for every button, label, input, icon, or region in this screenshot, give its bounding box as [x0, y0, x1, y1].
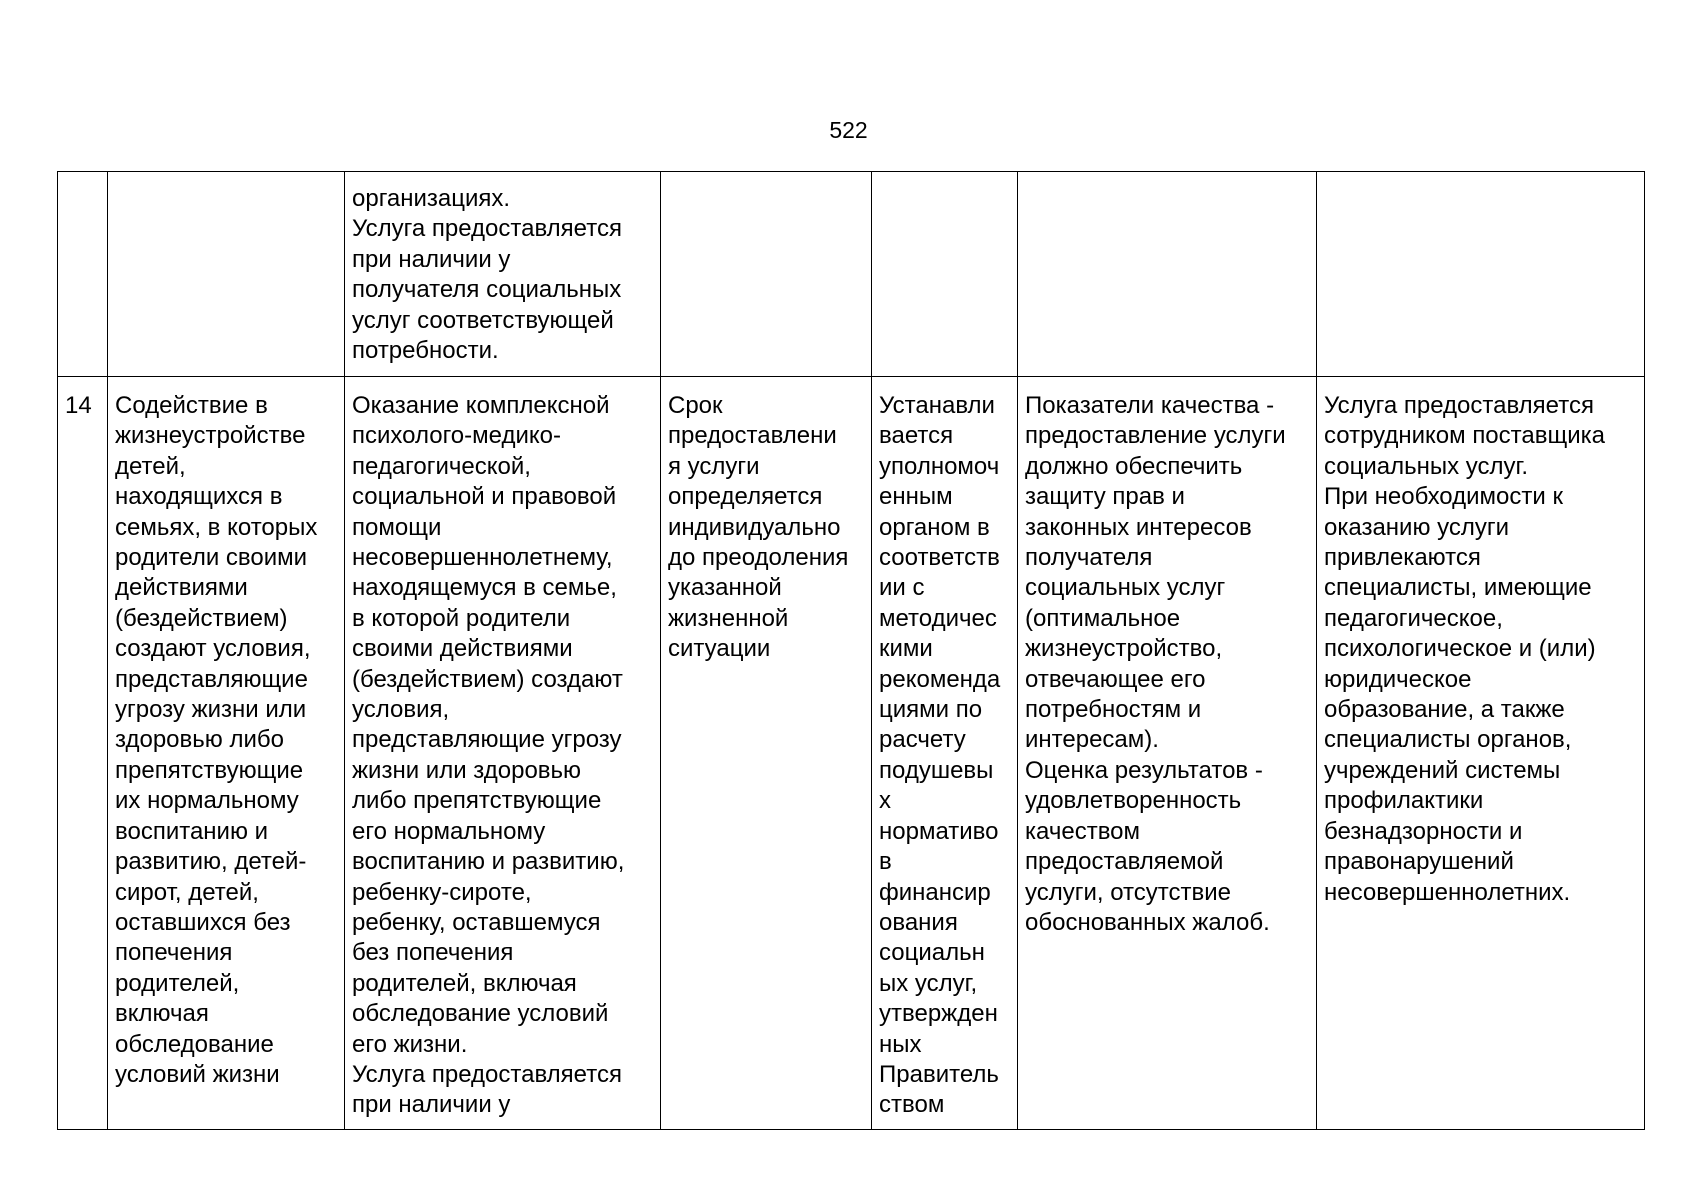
cell-quality-indicators: Показатели качества - предоставление услуги должно обеспечить защиту прав и законных интересов получателя социальных услуг (оптимальное жизнеустройство, отвечающее его потребностям и интересам). Оценка результатов - удовлетворенность качеством предоставляемой услуги, отсутствие обоснованных жалоб. [1018, 377, 1317, 1130]
services-table [57, 171, 1645, 1130]
cell-service-conditions [1317, 172, 1645, 377]
cell-service-conditions: Услуга предоставляется сотрудником поставщика социальных услуг. При необходимости к оказанию услуги привлекаются специалисты, имеющие педагогическое, психологическое и (или) юридическое образование, а также специалисты органов, учреждений системы профилактики безнадзорности и правонарушений несовершеннолетних. [1317, 377, 1645, 1130]
table-row [58, 377, 1645, 1130]
cell-service-term: Срок предоставлени я услуги определяется индивидуально до преодоления указанной жизненной ситуации [661, 377, 872, 1130]
cell-service-tariff [872, 172, 1018, 377]
cell-service-description: Оказание комплексной психолого-медико- педагогической, социальной и правовой помощи несовершеннолетнему, находящемуся в семье, в которой родители своими действиями (бездействием) создают условия, представляющие угрозу жизни или здоровью либо препятствующие его нормальному воспитанию и развитию, ребенку-сироте, ребенку, оставшемуся без попечения родителей, включая обследование условий его жизни. Услуга предоставляется при наличии у [345, 377, 661, 1130]
page-number: 522 [829, 117, 868, 143]
cell-service-name [108, 172, 345, 377]
cell-number [58, 172, 108, 377]
cell-service-tariff: Устанавли вается уполномоч енным органом в соответств ии с методичес кими рекоменда циями по расчету подушевы х нормативо в финансир ования социальн ых услуг, утвержден ных Правитель ством [872, 377, 1018, 1130]
cell-number: 14 [58, 377, 108, 1130]
cell-service-description: организациях. Услуга предоставляется при наличии у получателя социальных услуг соответствующей потребности. [345, 172, 661, 377]
cell-quality-indicators [1018, 172, 1317, 377]
cell-service-name: Содействие в жизнеустройстве детей, находящихся в семьях, в которых родители своими действиями (бездействием) создают условия, представляющие угрозу жизни или здоровью либо препятствующие их нормальному воспитанию и развитию, детей- сирот, детей, оставшихся без попечения родителей, включая обследование условий жизни [108, 377, 345, 1130]
table-row [58, 172, 1645, 377]
cell-service-term [661, 172, 872, 377]
